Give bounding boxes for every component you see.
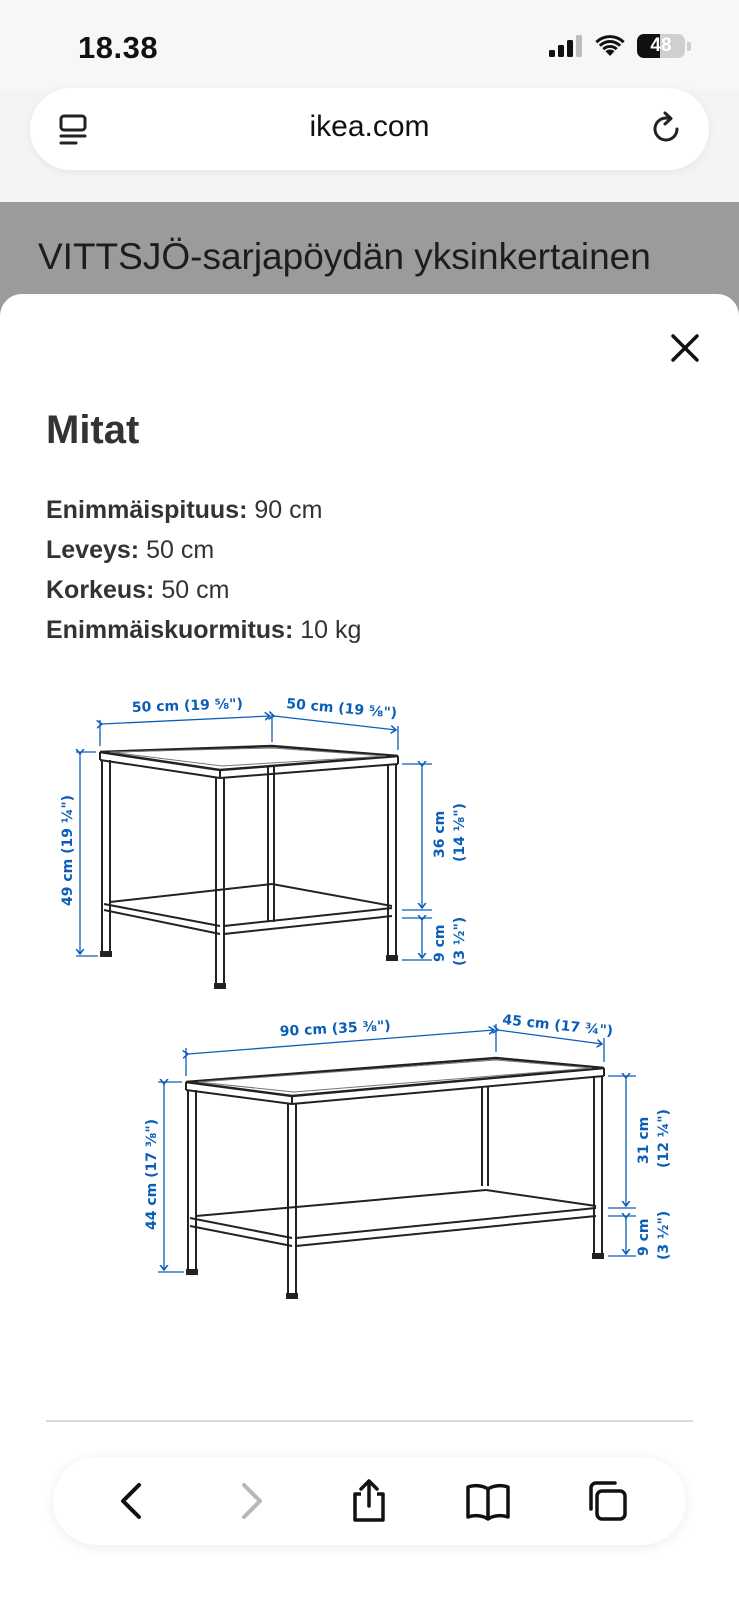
spec-max-load xyxy=(46,610,361,650)
small-upper-cm-label: 36 cm xyxy=(432,810,448,858)
tabs-button[interactable] xyxy=(582,1476,632,1526)
bookmarks-icon xyxy=(464,1481,512,1521)
spec-value: 90 cm xyxy=(254,496,323,524)
large-height-label: 44 cm (17 ⅜") xyxy=(144,1118,160,1230)
browser-toolbar xyxy=(53,1457,686,1545)
url-text[interactable]: ikea.com xyxy=(309,110,430,143)
small-depth-label: 50 cm (19 ⅝") xyxy=(285,696,398,722)
small-upper-in-label: (14 ⅛") xyxy=(452,803,468,862)
close-button[interactable] xyxy=(665,328,705,368)
back-icon xyxy=(117,1481,147,1521)
spec-label: Leveys: xyxy=(46,536,140,564)
small-lower-in-label: (3 ½") xyxy=(452,916,468,966)
large-width-label: 90 cm (35 ⅜") xyxy=(279,1018,392,1040)
small-height-label: 49 cm (19 ¼") xyxy=(60,794,76,906)
spec-height xyxy=(46,570,361,610)
large-table-drawing xyxy=(186,1058,604,1298)
forward-icon xyxy=(236,1481,266,1521)
back-button[interactable] xyxy=(107,1476,157,1526)
status-time: 18.38 xyxy=(78,30,159,65)
share-button[interactable] xyxy=(344,1476,394,1526)
reload-icon[interactable] xyxy=(647,110,685,148)
spec-label: Enimmäiskuormitus: xyxy=(46,616,294,644)
large-lower-cm-label: 9 cm xyxy=(636,1218,652,1256)
spec-width xyxy=(46,530,361,570)
dimension-drawing xyxy=(46,690,696,1350)
small-width-label: 50 cm (19 ⅝") xyxy=(131,696,244,716)
large-upper-in-label: (12 ¼") xyxy=(656,1109,672,1168)
large-depth-label: 45 cm (17 ¾") xyxy=(501,1012,614,1040)
status-icons xyxy=(549,34,691,58)
forward-button[interactable] xyxy=(226,1476,276,1526)
spec-value: 50 cm xyxy=(161,576,230,604)
divider xyxy=(46,1420,693,1422)
address-bar[interactable] xyxy=(30,88,709,170)
share-icon xyxy=(349,1478,389,1524)
battery-indicator xyxy=(637,34,685,58)
large-lower-in-label: (3 ½") xyxy=(656,1210,672,1260)
spec-max-length xyxy=(46,490,361,530)
spec-value: 50 cm xyxy=(146,536,215,564)
small-lower-cm-label: 9 cm xyxy=(432,924,448,962)
product-title: VITTSJÖ-sarjapöydän yksinkertainen xyxy=(38,236,651,277)
dimensions-sheet xyxy=(0,294,739,1600)
cellular-signal-icon xyxy=(549,35,583,57)
bookmarks-button[interactable] xyxy=(463,1476,513,1526)
battery-level: 48 xyxy=(650,35,672,56)
small-table-drawing xyxy=(100,746,398,988)
battery-nub xyxy=(687,42,691,51)
spec-label: Enimmäispituus: xyxy=(46,496,248,524)
large-upper-cm-label: 31 cm xyxy=(636,1116,652,1164)
status-bar xyxy=(0,0,739,90)
spec-label: Korkeus: xyxy=(46,576,155,604)
spec-value: 10 kg xyxy=(300,616,362,644)
sheet-title: Mitat xyxy=(46,408,140,452)
spec-list xyxy=(46,490,361,650)
tabs-icon xyxy=(585,1479,629,1523)
wifi-icon xyxy=(595,35,625,57)
